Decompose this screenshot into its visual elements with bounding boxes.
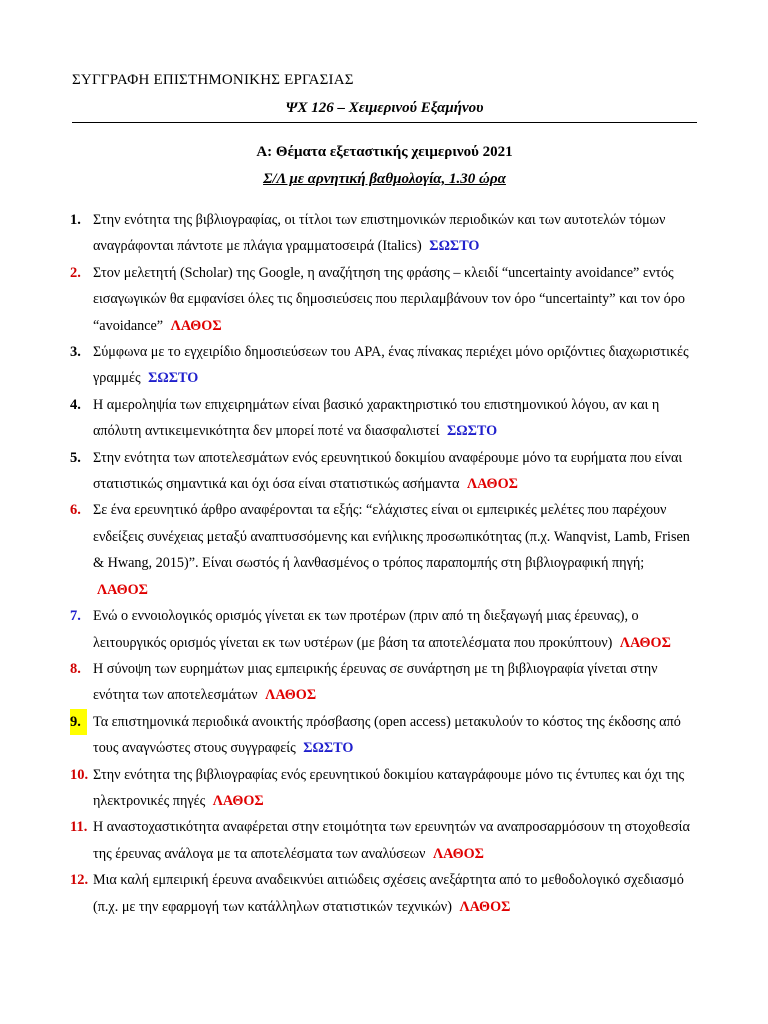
answer-label: ΛΑΘΟΣ <box>619 634 671 651</box>
question-number: 6. <box>70 502 81 519</box>
question-item <box>72 260 702 339</box>
question-number: 3. <box>70 344 81 361</box>
question-item <box>72 762 702 815</box>
answer-label: ΛΑΘΟΣ <box>97 581 148 598</box>
question-item <box>72 867 702 920</box>
question-text: Σε ένα ερευνητικό άρθρο αναφέρονται τα εξής: “ελάχιστες είναι οι εμπειρικές μελέτες που παρέχουν ενδείξεις συνέχειας μεταξύ αναπτυσσόμενης και ενήλικης προσωπικότητας (π.χ. Wanqvist, Lamb, Frisen & Hwang, 2015)”. Είναι σωστός ή λανθασμένος ο τρόπος παραπομπής στη βιβλιογραφική πηγή; <box>93 502 690 572</box>
course-line: ΨΧ 126 – Χειμερινού Εξαμήνου <box>285 100 484 116</box>
answer-label: ΛΑΘΟΣ <box>433 845 484 862</box>
question-item <box>72 814 702 867</box>
answer-label: ΛΑΘΟΣ <box>265 687 317 704</box>
question-item <box>72 445 702 498</box>
answer-label: ΣΩΣΤΟ <box>303 740 354 757</box>
question-text: Στην ενότητα της βιβλιογραφίας, οι τίτλοι των επιστημονικών περιοδικών και των αυτοτελών τόμων αναγράφονται πάντοτε με πλάγια γραμματοσειρά (Italics) <box>93 212 666 255</box>
question-number: 9. <box>70 709 87 735</box>
question-text: Στην ενότητα της βιβλιογραφίας ενός ερευνητικού δοκιμίου καταγράφουμε μόνο τις έντυπες και όχι της ηλεκτρονικές πηγές <box>93 766 685 809</box>
answer-label: ΛΑΘΟΣ <box>212 792 264 809</box>
question-number: 11. <box>70 819 88 836</box>
answer-label: ΣΩΣΤΟ <box>446 423 498 440</box>
question-list <box>72 207 702 920</box>
question-text: Στον μελετητή (Scholar) της Google, η αναζήτηση της φράσης – κλειδί “uncertainty avoidance” εντός εισαγωγικών θα εμφανίσει όλες τις δημοσιεύσεις που περιλαμβάνουν τον όρο “uncertainty” και τον όρο “avoidance” <box>93 264 685 334</box>
exam-title: Α: Θέματα εξεταστικής χειμερινού 2021 <box>256 144 513 160</box>
question-text: Η αμεροληψία των επιχειρημάτων είναι βασικό χαρακτηριστικό του επιστημονικού λόγου, αν και η απόλυτη αντικειμενικότητα δεν μπορεί ποτέ να διασφαλιστεί <box>93 396 660 440</box>
question-number: 2. <box>70 264 81 281</box>
question-text: Μια καλή εμπειρική έρευνα αναδεικνύει αιτιώδεις σχέσεις ανεξάρτητα από το μεθοδολογικό σχεδιασμό (π.χ. με την εφαρμογή των κατάλληλων στατιστικών τεχνικών) <box>93 872 684 915</box>
answer-label: ΣΩΣΤΟ <box>148 370 199 387</box>
question-number: 7. <box>70 608 81 625</box>
document-title: ΣΥΓΓΡΑΦΗ ΕΠΙΣΤΗΜΟΝΙΚΗΣ ΕΡΓΑΣΙΑΣ <box>72 72 354 88</box>
question-number: 8. <box>70 660 81 677</box>
question-text: Στην ενότητα των αποτελεσμάτων ενός ερευνητικού δοκιμίου αναφέρουμε μόνο τα ευρήματα που είναι στατιστικώς σημαντικά και όχι όσα είναι στατιστικώς ασήμαντα <box>93 449 683 493</box>
question-number: 1. <box>70 212 81 228</box>
question-item <box>72 392 702 445</box>
answer-label: ΛΑΘΟΣ <box>459 898 511 915</box>
answer-label: ΣΩΣΤΟ <box>429 238 480 255</box>
answer-label: ΛΑΘΟΣ <box>170 317 222 334</box>
question-item <box>72 339 702 392</box>
question-text: Ενώ ο εννοιολογικός ορισμός γίνεται εκ των προτέρων (πριν από τη διεξαγωγή μιας έρευνας), ο λειτουργικός ορισμός γίνεται εκ των υστέρων (με βάση τα αποτελέσματα που προκύπτουν) <box>93 608 639 651</box>
question-text: Η αναστοχαστικότητα αναφέρεται στην ετοιμότητα των ερευνητών να αναπροσαρμόσουν τη στοχοθεσία της έρευνας ανάλογα με τα αποτελέσματα των αναλύσεων <box>93 819 690 862</box>
question-number: 5. <box>70 449 81 466</box>
question-item <box>72 709 702 762</box>
header-rule <box>72 122 697 123</box>
question-text: Τα επιστημονικά περιοδικά ανοικτής πρόσβασης (open access) μετακυλούν το κόστος της έκδοσης από τους αναγνώστες στους συγγραφείς <box>93 713 681 757</box>
question-item <box>72 603 702 656</box>
question-text: Η σύνοψη των ευρημάτων μιας εμπειρικής έρευνας σε συνάρτηση με τη βιβλιογραφία γίνεται στην ενότητα των αποτελεσμάτων <box>93 660 658 704</box>
question-item <box>72 207 702 260</box>
question-text: Σύμφωνα με το εγχειρίδιο δημοσιεύσεων του APA, ένας πίνακας περιέχει μόνο οριζόντιες διαχωριστικές γραμμές <box>93 344 689 387</box>
question-number: 12. <box>70 872 89 889</box>
question-number: 4. <box>70 396 81 413</box>
answer-label: ΛΑΘΟΣ <box>466 476 518 493</box>
question-number: 10. <box>70 766 89 783</box>
exam-subtitle: Σ/Λ με αρνητική βαθμολογία, 1.30 ώρα <box>263 171 506 187</box>
question-item <box>72 497 702 603</box>
question-item <box>72 656 702 709</box>
